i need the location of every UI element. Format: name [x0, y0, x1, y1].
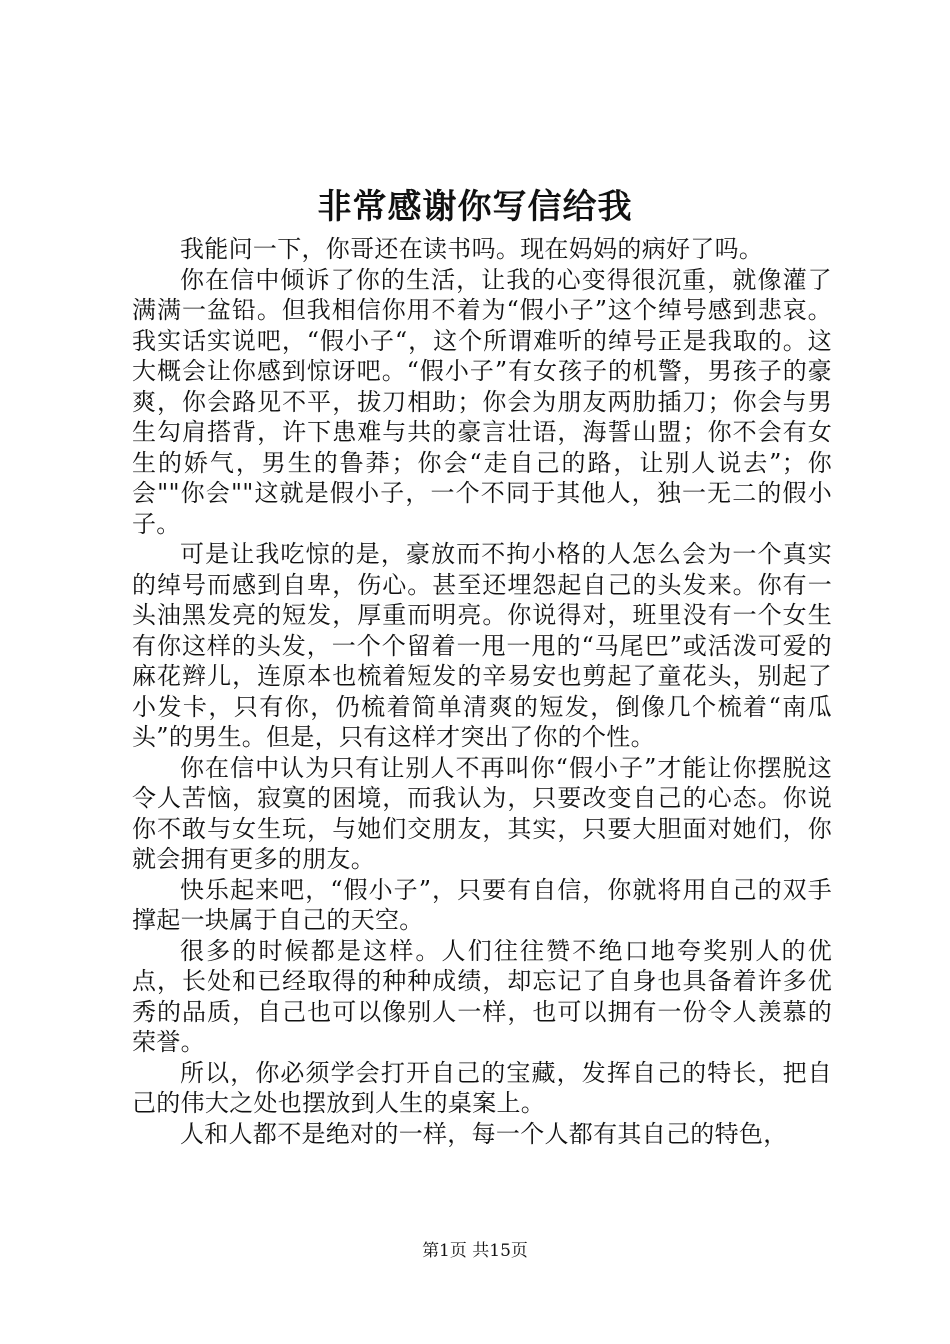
paragraph: 可是让我吃惊的是，豪放而不拘小格的人怎么会为一个真实的绰号而感到自卑，伤心。甚至还埋怨起自己的头发来。你有一头油黑发亮的短发，厚重而明亮。你说得对，班里没有一个女生有你这样的头发，一个个留着一甩一甩的“马尾巴”或活泼可爱的麻花辫儿，连原本也梳着短发的辛易安也剪起了童花头，别起了小发卡，只有你，仍梳着简单清爽的短发，倒像几个梳着“南瓜头”的男生。但是，只有这样才突出了你的个性。: [132, 540, 832, 751]
paragraph: 很多的时候都是这样。人们往往赞不绝口地夸奖别人的优点，长处和已经取得的种种成绩，却忘记了自身也具备着许多优秀的品质，自己也可以像别人一样，也可以拥有一份令人羡慕的荣誉。: [132, 936, 832, 1056]
paragraph: 所以，你必须学会打开自己的宝藏，发挥自己的特长，把自己的伟大之处也摆放到人生的桌案上。: [132, 1058, 832, 1117]
paragraph: 我能问一下，你哥还在读书吗。现在妈妈的病好了吗。: [180, 235, 764, 263]
page-number-footer: 第1页 共15页: [422, 1241, 528, 1261]
paragraph: 快乐起来吧，“假小子”，只要有自信，你就将用自己的双手撑起一块属于自己的天空。: [132, 875, 832, 934]
page-title: 非常感谢你写信给我: [317, 187, 633, 227]
paragraph: 人和人都不是绝对的一样，每一个人都有其自己的特色，: [180, 1119, 788, 1148]
paragraph: 你在信中倾诉了你的生活，让我的心变得很沉重，就像灌了满满一盆铅。但我相信你用不着为“假小子”这个绰号感到悲哀。我实话实说吧，“假小子“，这个所谓难听的绰号正是我取的。这大概会让你感到惊讶吧。“假小子”有女孩子的机警，男孩子的豪爽，你会路见不平，拔刀相助；你会为朋友两肋插刀；你会与男生勾肩搭背，许下患难与共的豪言壮语，海誓山盟；你不会有女生的娇气，男生的鲁莽；你会“走自己的路，让别人说去”；你会""你会""这就是假小子，一个不同于其他人，独一无二的假小子。: [132, 265, 832, 538]
letter-body: [132, 234, 832, 1149]
paragraph: 你在信中认为只有让别人不再叫你“假小子”才能让你摆脱这令人苦恼，寂寞的困境，而我认为，只要改变自己的心态。你说你不敢与女生玩，与她们交朋友，其实，只要大胆面对她们，你就会拥有更多的朋友。: [132, 753, 832, 873]
